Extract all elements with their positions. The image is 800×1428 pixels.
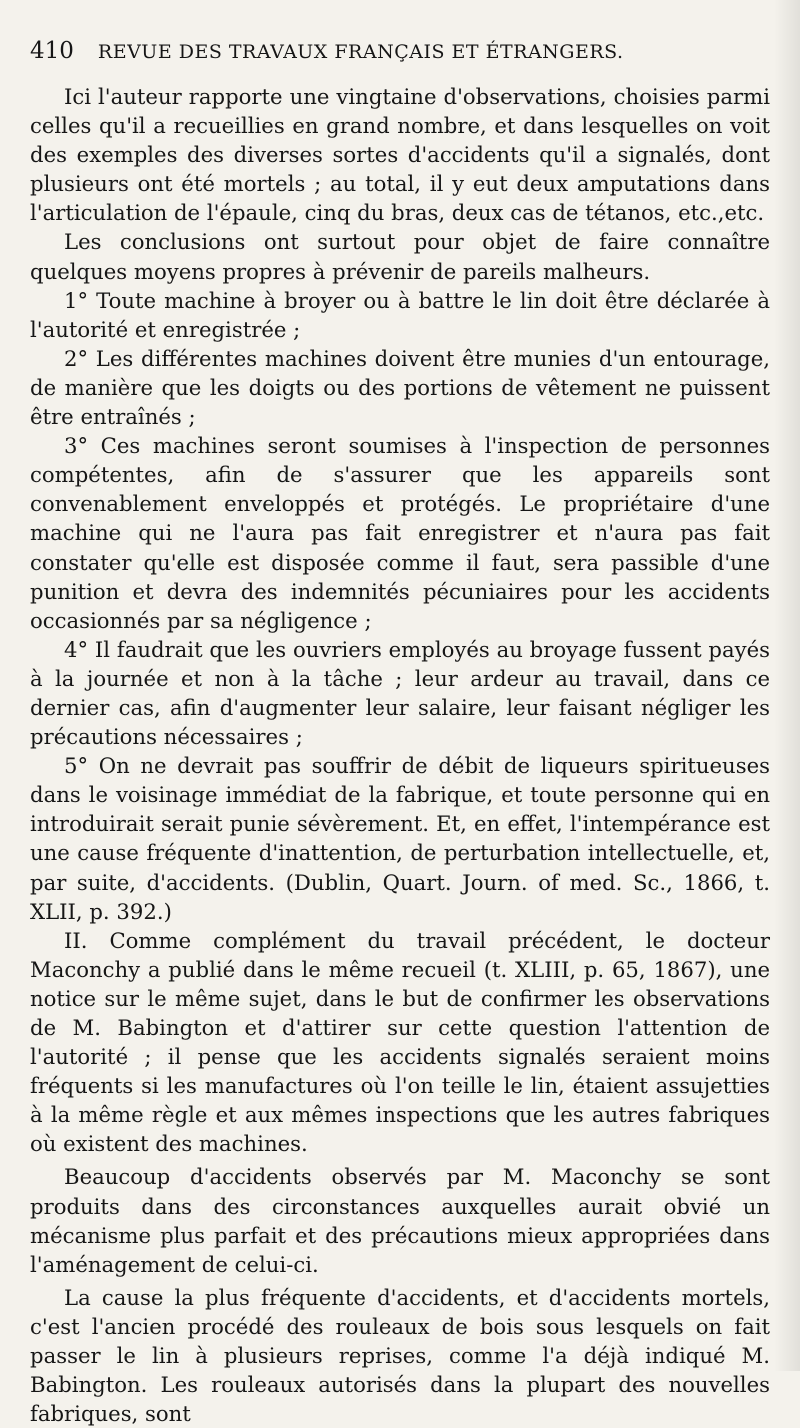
- paragraph-point-4: 4° Il faudrait que les ouvriers employés au broyage fussent payés à la journée et non à la tâche ; leur ardeur au travail, dans ce dernier cas, afin d'augmenter leur salaire, leur faisant négliger les précautions nécessaires ;: [30, 636, 770, 750]
- page-number: 410: [30, 38, 74, 64]
- page-header: [30, 38, 770, 68]
- running-title: REVUE DES TRAVAUX FRANÇAIS ET ÉTRANGERS.: [97, 41, 624, 63]
- body-text: [30, 82, 770, 1428]
- paragraph-maconchy-observations: Beaucoup d'accidents observés par M. Maconchy se sont produits dans des circonstances auxquelles aurait obvié un mécanisme plus parfait et des précautions mieux appropriées dans l'aménagement de celui-ci.: [30, 1164, 770, 1277]
- paragraph-section-ii: II. Comme complément du travail précédent, le docteur Maconchy a publié dans le même recueil (t. XLIII, p. 65, 1867), une notice sur le même sujet, dans le but de confirmer les observations de M. Babington et d'attirer sur cette question l'attention de l'autorité ; il pense que les accidents signalés seraient moins fréquents si les manufactures où l'on teille le lin, étaient assujetties à la même règle et aux mêmes inspections que les autres fabriques où existent des machines.: [30, 927, 770, 1157]
- page-edge-shadow: [774, 0, 800, 1371]
- paragraph-point-5: 5° On ne devrait pas souffrir de débit de liqueurs spiritueuses dans le voisinage immédiat de la fabrique, et toute personne qui en introduirait serait punie sévèrement. Et, en effet, l'intempérance est une cause fréquente d'inattention, de perturbation intellectuelle, et, par suite, d'accidents. (Dublin, Quart. Journ. of med. Sc., 1866, t. XLII, p. 392.): [30, 753, 770, 924]
- paragraph-point-1: 1° Toute machine à broyer ou à battre le lin doit être déclarée à l'autorité et enregistrée ;: [30, 287, 770, 342]
- paragraph-intro: Ici l'auteur rapporte une vingtaine d'observations, choisies parmi celles qu'il a recueillies en grand nombre, et dans lesquelles on voit des exemples des diverses sortes d'accidents qu'il a signalés, dont plusieurs ont été mortels ; au total, il y eut deux amputations dans l'articulation de l'épaule, cinq du bras, deux cas de tétanos, etc.,etc.: [30, 84, 770, 226]
- paragraph-wooden-rollers: La cause la plus fréquente d'accidents, et d'accidents mortels, c'est l'ancien procédé des rouleaux de bois sous lesquels on fait passer le lin à plusieurs reprises, comme l'a déjà indiqué M. Babington. Les rouleaux autorisés dans la plupart des nouvelles fabriques, sont: [30, 1284, 770, 1427]
- paragraph-conclusions: Les conclusions ont surtout pour objet de faire connaître quelques moyens propres à prévenir de pareils malheurs.: [30, 229, 770, 284]
- paragraph-point-3: 3° Ces machines seront soumises à l'inspection de personnes compétentes, afin de s'assurer que les appareils sont convenablement enveloppés et protégés. Le propriétaire d'une machine qui ne l'aura pas fait enregistrer et n'aura pas fait constater qu'elle est disposée comme il faut, sera passible d'une punition et devra des indemnités pécuniaires pour les accidents occasionnés par sa négligence ;: [30, 433, 770, 633]
- document-page: [30, 38, 770, 1427]
- paragraph-point-2: 2° Les différentes machines doivent être munies d'un entourage, de manière que les doigts ou des portions de vêtement ne puissent être entraînés ;: [30, 345, 770, 430]
